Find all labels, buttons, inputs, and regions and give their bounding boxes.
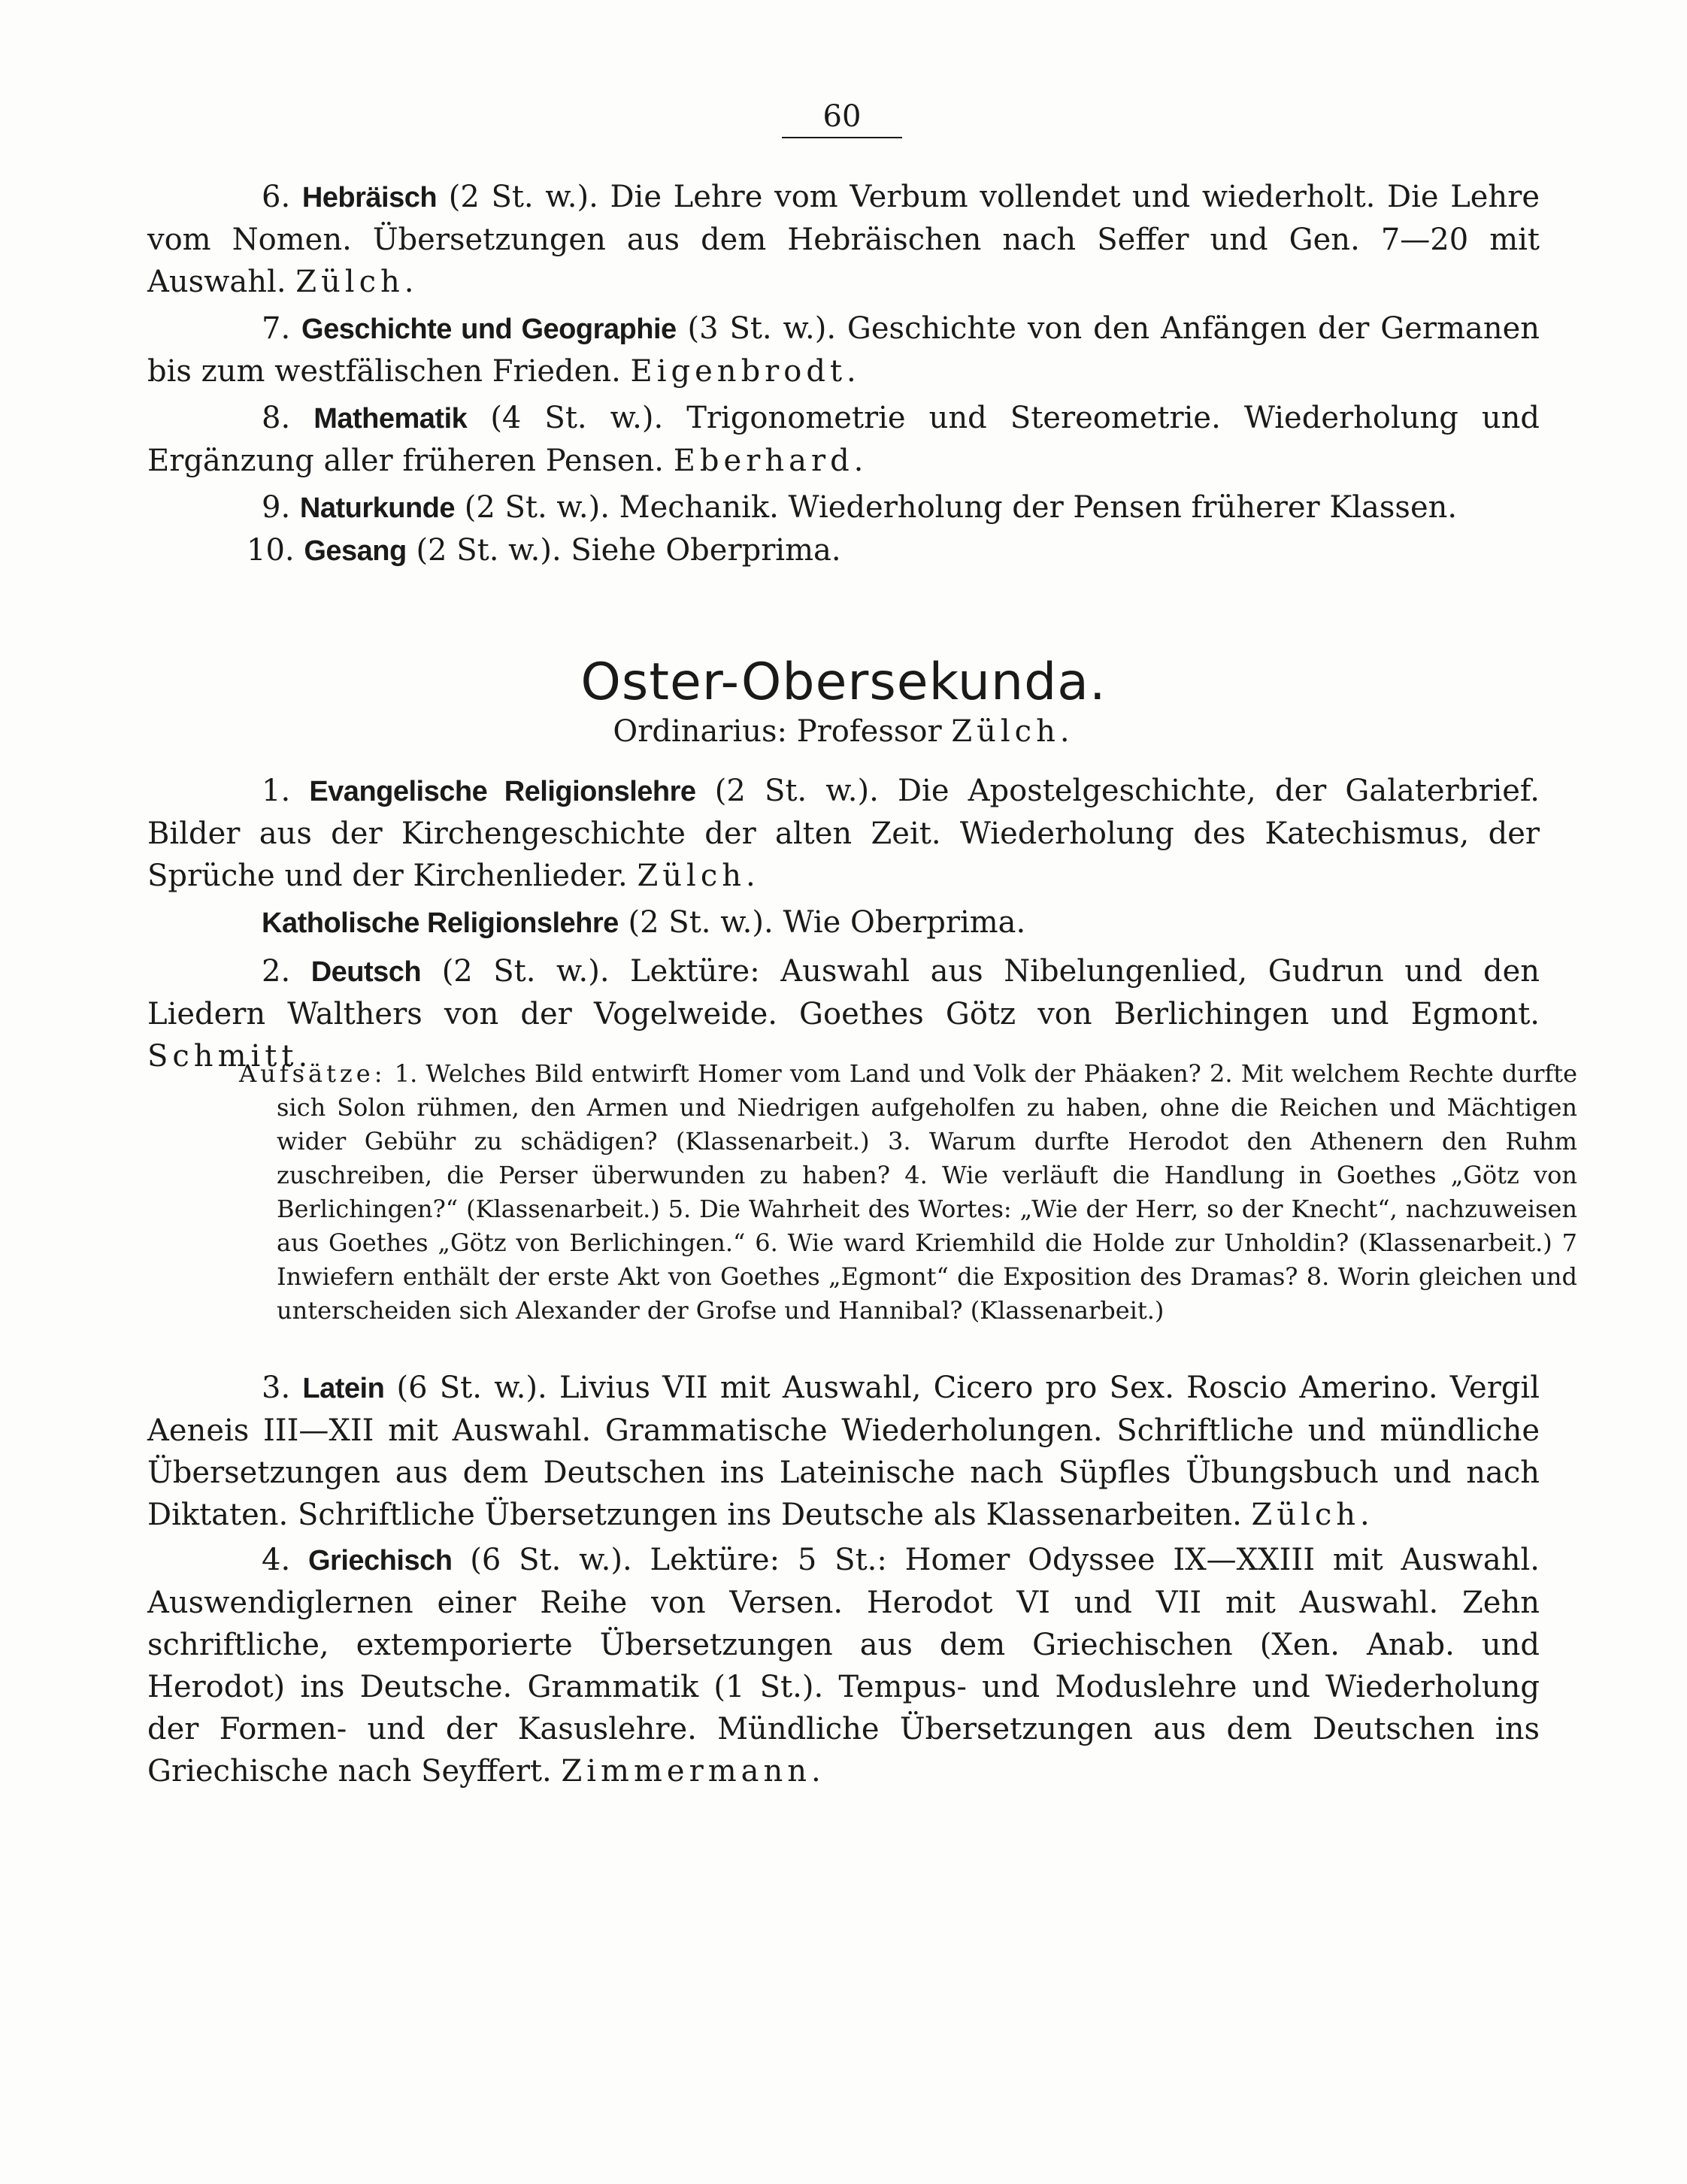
entry-latein: [147, 1367, 1540, 1536]
entry-hebraeisch: [147, 176, 1540, 303]
subject-name: Naturkunde: [299, 492, 456, 524]
subject-name: Gesang: [304, 535, 407, 567]
hours: (2 St. w.).: [714, 774, 879, 808]
teacher-name: Zülch.: [1251, 1498, 1374, 1532]
hours: (3 St. w.).: [687, 311, 837, 346]
entry-number: 10.: [247, 533, 295, 568]
subject-name: Mathematik: [313, 403, 468, 435]
entry-text: Siehe Oberprima.: [571, 533, 841, 568]
subject-name: Evangelische Religionslehre: [309, 776, 696, 807]
teacher-name: Zimmermann.: [561, 1754, 825, 1789]
subject-name: Geschichte und Geographie: [301, 314, 677, 345]
hours: (6 St. w.).: [396, 1371, 547, 1405]
ordinarius-prefix: Professor: [796, 714, 942, 749]
ordinarius-name: Zülch.: [951, 714, 1074, 749]
entry-text: Mechanik. Wiederholung der Pensen früherer Klassen.: [619, 490, 1458, 525]
teacher-name: Eigenbrodt.: [630, 354, 861, 389]
entry-number: 6.: [262, 180, 291, 214]
entry-number: 3.: [262, 1371, 291, 1405]
teacher-name: Eberhard.: [673, 444, 868, 478]
entry-number: 7.: [262, 311, 291, 346]
hours: (6 St. w.).: [470, 1543, 632, 1577]
entry-mathematik: [147, 397, 1540, 482]
entry-geschichte: [147, 307, 1540, 392]
aufsaetze-list: [239, 1057, 1577, 1328]
top-entries: [147, 176, 1540, 572]
hours: (2 St. w.).: [464, 490, 610, 525]
entry-text: Trigonometrie und Stereometrie. Wiederholung und Ergänzung aller früheren Pensen.: [147, 401, 1540, 478]
entry-text: Die Apostelgeschichte, der Galaterbrief. Bilder aus der Kirchengeschichte der alten Zeit. Wiederholung des Katechismus, der Sprüche und der Kirchenlieder.: [147, 774, 1540, 893]
subject-name: Griechisch: [308, 1545, 453, 1577]
entry-number: 8.: [262, 401, 291, 435]
entry-number: 2.: [262, 954, 291, 989]
entry-gesang: [147, 529, 1540, 572]
subject-name: Deutsch: [310, 956, 422, 988]
entry-number: 9.: [262, 490, 291, 525]
entry-griechisch: [147, 1539, 1540, 1792]
entry-text: Livius VII mit Auswahl, Cicero pro Sex. Roscio Amerino. Vergil Aeneis III—XII mit Auswahl. Grammatische Wiederholungen. Schriftliche und mündliche Übersetzungen aus dem Deutschen ins Lateinische nach Süpfles Übungsbuch und nach Diktaten. Schriftliche Übersetzungen ins Deutsche als Klassenarbeiten.: [147, 1371, 1540, 1532]
entry-text: Die Lehre vom Verbum vollendet und wiederholt. Die Lehre vom Nomen. Übersetzungen aus dem Hebräischen nach Seffer und Gen. 7—20 mit Auswahl.: [147, 180, 1540, 299]
ordinarius-line: [0, 714, 1687, 749]
entry-number: 4.: [262, 1543, 291, 1577]
teacher-name: Schmitt.: [147, 1039, 313, 1074]
aufsaetze-text: 1. Welches Bild entwirft Homer vom Land und Volk der Phäaken? 2. Mit welchem Rechte durfte sich Solon rühmen, den Armen und Niedrigen aufgeholfen zu haben, ohne die Reichen und Mächtigen wider Gebühr zu schädigen? (Klassenarbeit.) 3. Warum durfte Herodot den Athenern den Ruhm zuschreiben, die Perser überwunden zu haben? 4. Wie verläuft die Handlung in Goethes „Götz von Berlichingen?“ (Klassenarbeit.) 5. Die Wahrheit des Wortes: „Wie der Herr, so der Knecht“, nachzuweisen aus Goethes „Götz von Berlichingen.“ 6. Wie ward Kriemhild die Holde zur Unholdin? (Klassenarbeit.) 7 Inwiefern enthält der erste Akt von Goethes „Egmont“ die Exposition des Dramas? 8. Worin gleichen und unterscheiden sich Alexander der Grofse und Hannibal? (Klassenarbeit.): [277, 1059, 1578, 1325]
teacher-name: Zülch.: [295, 265, 419, 299]
entry-text: Wie Oberprima.: [783, 905, 1026, 940]
page-number: 60: [782, 99, 902, 138]
hours: (2 St. w.).: [628, 905, 774, 940]
aufsaetze-label: Aufsätze:: [239, 1059, 386, 1088]
hours: (4 St. w.).: [490, 401, 664, 435]
entry-evangelische-religion: [147, 770, 1540, 897]
section-entries-2: [147, 1367, 1540, 1792]
entry-katholische-religion: [147, 901, 1540, 944]
ordinarius-label: Ordinarius:: [613, 714, 788, 749]
teacher-name: Zülch.: [637, 859, 760, 893]
entry-number: 1.: [262, 774, 291, 808]
hours: (2 St. w.).: [441, 954, 610, 989]
section-title: Oster-Obersekunda.: [580, 653, 1107, 712]
entry-naturkunde: [147, 486, 1540, 529]
hours: (2 St. w.).: [448, 180, 598, 214]
entry-text: Geschichte von den Anfängen der Germanen bis zum westfälischen Frieden.: [147, 311, 1540, 389]
entry-text: Lektüre: Auswahl aus Nibelungenlied, Gudrun und den Liedern Walthers von der Vogelweide. Goethes Götz von Berlichingen und Egmont.: [147, 954, 1540, 1031]
subject-name: Katholische Religionslehre: [262, 907, 619, 939]
entry-text: Lektüre: 5 St.: Homer Odyssee IX—XXIII mit Auswahl. Auswendiglernen einer Reihe von Versen. Herodot VI und VII mit Auswahl. Zehn schriftliche, extemporierte Übersetzungen aus dem Griechischen (Xen. Anab. und Herodot) ins Deutsche. Grammatik (1 St.). Tempus- und Moduslehre und Wiederholung der Formen- und der Kasuslehre. Mündliche Übersetzungen aus dem Deutschen ins Griechische nach Seyffert.: [147, 1543, 1540, 1789]
section-entries-1: [147, 770, 1540, 1077]
subject-name: Latein: [302, 1373, 385, 1404]
subject-name: Hebräisch: [301, 182, 438, 214]
hours: (2 St. w.).: [416, 533, 562, 568]
